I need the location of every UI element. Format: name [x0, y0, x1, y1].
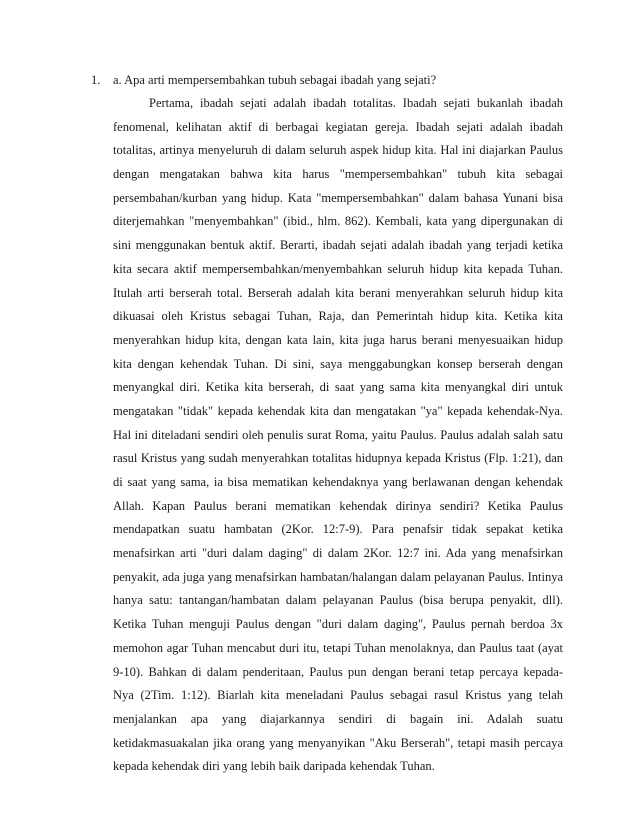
- answer-line: Itulah arti berserah total. Berserah adalah kita berani menyerahkan seluruh hidup kita: [113, 285, 563, 300]
- answer-line: 9-10). Bahkan di dalam penderitaan, Paulus pun dengan berani tetap percaya kepada-: [113, 664, 563, 679]
- answer-line: Nya (2Tim. 1:12). Biarlah kita meneladani Paulus sebagai rasul Kristus yang telah: [113, 688, 563, 703]
- answer-line: menyerahkan hidup kita, dengan kata lain, kita juga harus berani menyesuaikan hidup: [113, 332, 563, 347]
- answer-line: penyakit, ada juga yang menafsirkan hambatan/halangan dalam pelayanan Paulus. Intinya: [113, 569, 563, 584]
- answer-line: kepada kehendak diri yang lebih baik daripada kehendak Tuhan.: [113, 759, 435, 774]
- answer-line: di saat yang sama, ia bisa mematikan kehendaknya yang berlawanan dengan kehendak: [113, 475, 563, 489]
- answer-line: Hal ini diteladani sendiri oleh penulis surat Roma, yaitu Paulus. Paulus adalah salah satu: [113, 427, 563, 442]
- question-heading: [91, 72, 571, 88]
- question-number: 1.: [91, 73, 101, 87]
- answer-paragraph: [113, 92, 563, 779]
- answer-line: hanya satu: tantangan/hambatan dalam pelayanan Paulus (bisa berupa penyakit, dll).: [113, 593, 563, 608]
- answer-line: kita dengan kehendak Tuhan. Di sini, saya menggabungkan konsep berserah dengan: [113, 356, 563, 371]
- answer-line: sini menggunakan bentuk aktif. Berarti, ibadah sejati adalah ibadah yang terjadi ketika: [113, 238, 563, 253]
- answer-line: memohon agar Tuhan mencabut duri itu, tetapi Tuhan menolaknya, dan Paulus taat (ayat: [113, 640, 563, 655]
- answer-line: ketidakmasuakalan jika orang yang menyanyikan "Aku Berserah", tetapi masih percaya: [113, 735, 563, 750]
- answer-line: mendapatkan suatu hambatan (2Kor. 12:7-9). Para penafsir tidak sepakat ketika: [113, 522, 563, 537]
- answer-line: mengatakan "tidak" kepada kehendak kita dan mengatakan "ya" kepada kehendak-Nya.: [113, 403, 563, 418]
- answer-line: Ketika Tuhan menguji Paulus dengan "duri dalam daging", Paulus pernah berdoa 3x: [113, 617, 563, 632]
- answer-line: dengan mengatakan bahwa kita harus "mempersembahkan" tubuh kita sebagai: [113, 167, 563, 182]
- answer-line: dikuasai oleh Kristus sebagai Tuhan, Raja, dan Pemerintah hidup kita. Ketika kita: [113, 309, 563, 324]
- answer-line: kita secara aktif mempersembahkan/menyembahkan seluruh hidup kita kepada Tuhan.: [113, 261, 563, 276]
- answer-line: menjalankan apa yang diajarkannya sendiri di bagain ini. Adalah suatu: [113, 711, 563, 726]
- answer-line: diterjemahkan "menyembahkan" (ibid., hlm. 862). Kembali, kata yang dipergunakan di: [113, 214, 563, 229]
- answer-line: rasul Kristus yang sudah menyerahkan totalitas hidupnya kepada Kristus (Flp. 1:21), dan: [113, 451, 563, 466]
- answer-line: Allah. Kapan Paulus berani mematikan kehendak dirinya sendiri? Ketika Paulus: [113, 498, 563, 513]
- answer-line: fenomenal, kelihatan aktif di berbagai kegiatan gereja. Ibadah sejati adalah ibadah: [113, 119, 563, 134]
- answer-line: persembahan/kurban yang hidup. Kata "mempersembahkan" dalam bahasa Yunani bisa: [113, 190, 563, 205]
- question-text: a. Apa arti mempersembahkan tubuh sebagai ibadah yang sejati?: [113, 73, 437, 87]
- answer-line: menyangkal diri. Ketika kita berserah, di saat yang sama kita menyangkal diri untuk: [113, 380, 563, 395]
- answer-line: totalitas, artinya menyeluruh di dalam seluruh aspek hidup kita. Hal ini diajarkan Paulus: [113, 143, 563, 158]
- answer-line: menafsirkan arti "duri dalam daging" di dalam 2Kor. 12:7 ini. Ada yang menafsirkan: [113, 546, 563, 561]
- answer-line: Pertama, ibadah sejati adalah ibadah totalitas. Ibadah sejati bukanlah ibadah: [149, 96, 563, 110]
